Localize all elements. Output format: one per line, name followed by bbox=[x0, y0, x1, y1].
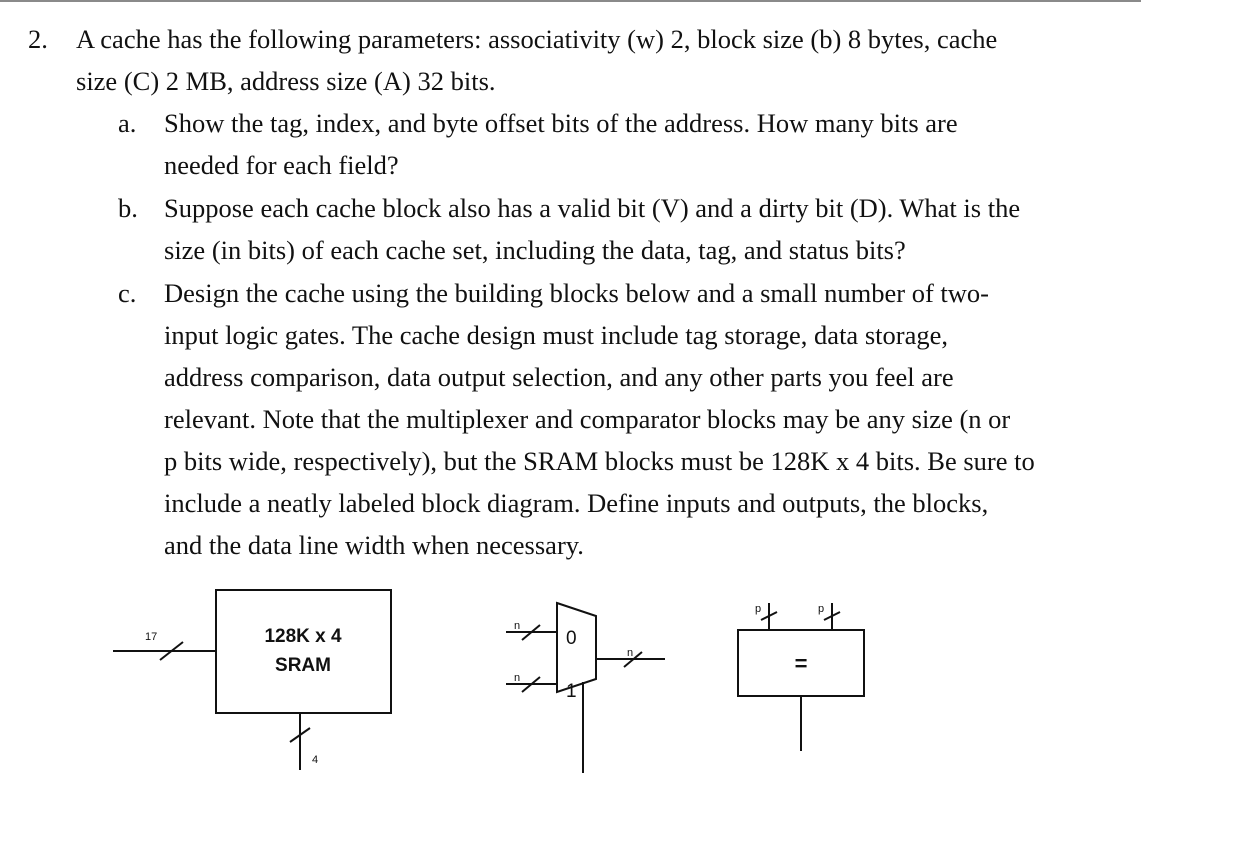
mux-input-0-width-label: n bbox=[514, 620, 521, 632]
top-rule bbox=[0, 0, 1141, 2]
building-blocks-diagram bbox=[0, 570, 1246, 790]
sram-label-line-1: 128K x 4 bbox=[264, 626, 342, 647]
mux-output-width-label: n bbox=[627, 647, 634, 659]
sram-address-width-label: 17 bbox=[145, 631, 158, 643]
question-intro-line-2: size (C) 2 MB, address size (A) 32 bits. bbox=[76, 66, 496, 96]
part-b-line-1: Suppose each cache block also has a valid bit (V) and a dirty bit (D). What is the bbox=[164, 193, 1021, 223]
sram-label-line-2: SRAM bbox=[275, 655, 331, 676]
part-b-line-2: size (in bits) of each cache set, including the data, tag, and status bits? bbox=[164, 235, 906, 265]
part-c-line-5: p bits wide, respectively), but the SRAM blocks must be 128K x 4 bits. Be sure to bbox=[164, 446, 1035, 476]
mux-input-1-width-label: n bbox=[514, 672, 521, 684]
part-a-label: a. bbox=[118, 108, 137, 138]
part-c-line-2: input logic gates. The cache design must include tag storage, data storage, bbox=[164, 320, 948, 350]
question-intro-line-1: A cache has the following parameters: associativity (w) 2, block size (b) 8 bytes, cache bbox=[76, 24, 998, 54]
part-c-line-1: Design the cache using the building blocks below and a small number of two- bbox=[164, 278, 989, 308]
part-c-label: c. bbox=[118, 278, 137, 308]
comparator-input-b-width-label: p bbox=[818, 603, 825, 615]
mux-input-0-label: 0 bbox=[566, 628, 577, 649]
part-c-line-6: include a neatly labeled block diagram. Define inputs and outputs, the blocks, bbox=[164, 488, 989, 518]
part-c-line-7: and the data line width when necessary. bbox=[164, 530, 584, 560]
part-a-line-2: needed for each field? bbox=[164, 150, 399, 180]
comparator-symbol: = bbox=[794, 651, 808, 676]
part-a-line-1: Show the tag, index, and byte offset bits of the address. How many bits are bbox=[164, 108, 958, 138]
part-c-line-4: relevant. Note that the multiplexer and comparator blocks may be any size (n or bbox=[164, 404, 1011, 434]
sram-block bbox=[216, 590, 391, 713]
question-number: 2. bbox=[28, 24, 48, 54]
part-c-line-3: address comparison, data output selection, and any other parts you feel are bbox=[164, 362, 954, 392]
sram-data-width-label: 4 bbox=[312, 754, 319, 766]
part-b-label: b. bbox=[118, 193, 138, 223]
comparator-input-a-width-label: p bbox=[755, 603, 762, 615]
mux-input-1-label: 1 bbox=[566, 681, 577, 702]
